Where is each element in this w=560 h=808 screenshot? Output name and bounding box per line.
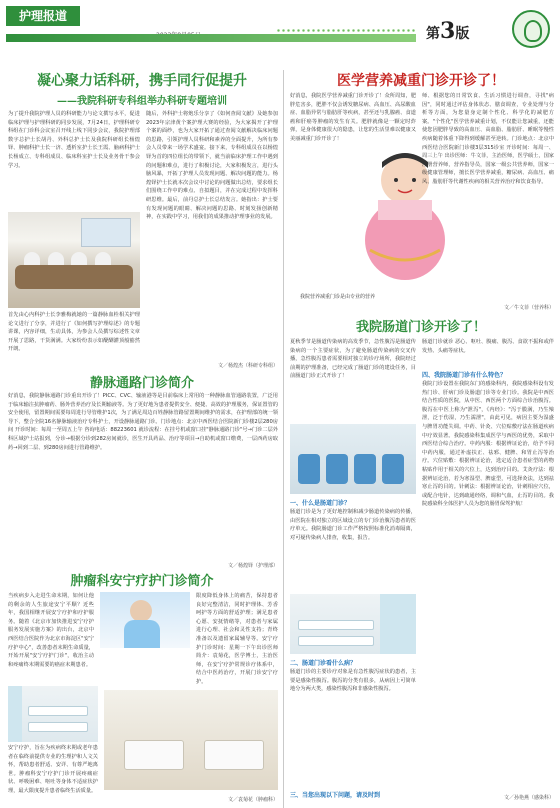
page-prefix: 第 — [426, 26, 440, 42]
nurse-uniform — [124, 620, 160, 648]
masthead-band — [6, 34, 416, 42]
article3-body-mid: 限度降低身体上的痛苦，保持患者良好完整清洁，同时护理体、芳香呵护等方面的舒适护理；满足患者心愿、安抚情绪等，对患者与家属进行心理、社会和灵性支持；青终准备以及遗留家属辅导等。安宁疗护门诊时间：星期一下午出诊医师简介：袁菊花，医学博士，主治医师，在安宁疗护常规诊疗体系中，结合中医药治疗，开展门诊安宁疗护。 — [196, 593, 278, 685]
article5-q4: 四、我院肠道门诊有什么特色？ — [422, 372, 507, 379]
infusion-chair — [354, 454, 376, 484]
article5-intro: 夏秋季节是肠道传染病的高发季节，急性腹泻是肠道传染病的一个主要症状，为了避免肠道传染病的交叉传播，急性腹泻患者需要相对独立的诊疗场所，我院经过前期的护理准备，已经完成了肠道门诊的建设任务，目前肠道门诊正式开诊了！ — [290, 339, 416, 380]
article3-byline: 文／袁菊花（肿瘤科） — [227, 797, 278, 803]
article1-title: 凝心聚力话科研，携手同行促提升 — [37, 73, 247, 89]
meeting-table — [15, 265, 134, 289]
article5-a2: 肠道门诊的主要诊疗对象是有急性腹泻症状的患者，主要是感染性腹泻。腹泻的分类有很多，从病因上可简单地分为两大类，感染性腹泻和非感染性腹泻。 — [290, 669, 416, 693]
infusion-chair — [298, 454, 320, 484]
ward-bed — [28, 722, 88, 732]
article2-title: 静脉通路门诊简介 — [89, 376, 194, 391]
nurse-photo — [100, 592, 190, 648]
article1-body-left: 为了提升我院护理人员的科研能力与论文撰写水平，促进临床护理与护理科研的同步发展，7月24日，护理科研专科组在门诊科会议室召开线上线下同步会议，我院护理部数字总护士长胡丹、外科总护士长及我院科研组长杨煌铎、肿瘤科护士长一济、透析室护士长王霞、脑病科护士长杨成立、专科组成员、临床科室护士长及业务骨干参会学习。 — [8, 111, 140, 169]
clinic-bed — [124, 740, 184, 770]
meeting-screen — [81, 218, 131, 247]
article1-subtitle: ——我院科研专科组举办科研专题培训 — [57, 96, 227, 107]
hospital-logo-icon — [512, 10, 550, 48]
article3-body-right: 安宁疗护，旨在为疾病终末期或老年患者在临终前提供专业的生理护和人文关怀，帮助患者舒适、安详、有尊严地离世。肿瘤科安宁疗护门诊开展疼痛症状、呼吸困难、呕吐等身体不适症状护理，最大限度提升患者临终生活质量。 — [8, 745, 98, 794]
article3-body-left: 当疾病步入走进生命末期，如何让他的剩余的人生旅途安宁平顺？近些年，我国相继开展安宁疗护和疗护服务。随着《北京市加快推进安宁疗护服务发展实施方案》的出台，北京中西医结合医院作为北京市海淀区"安宁疗护中心"，改善患者末期生命质量，开始开展"安宁疗护门诊"，收治主动和疼痛终末期需要的癌症末期患者。 — [8, 593, 94, 668]
clinic-photo — [104, 690, 278, 790]
ward-photo — [8, 686, 98, 742]
article5-byline: 文／孙艳燕（感染科） — [503, 795, 554, 801]
section-tag: 护理报道 — [6, 6, 80, 26]
column-divider — [283, 70, 284, 808]
masthead-dots — [276, 28, 416, 34]
article4-body-right: 师、根据您的日常饮食、生活习惯进行调查，寻找"病因"，同时通过评估身体状态、膳食调查，专业处理与分析等方面，为您量身定制个性化、科学化的减肥方案。"个性化"医学营养减重计划，不仅能让您减重，还能使您因肥胖导致的高血压、高血脂、脂肪肝、睡眠等慢性疾病随着体重下降得到缓解甚至逆转。门诊地点：北京中西医结合医院新门诊楼3层315诊室 开诊时间：每周一、周三上午 出诊医师：牛文菲，主治医师，医学硕士，国家注册营养师，营养指导员，国家一级公共营养师，国家一级健康管理师，擅长医学营养减重，糖尿病、高血压、痛风、脂肪肝等代谢性疾病的相关营养治疗和饮食指导。 — [422, 93, 554, 185]
ward-bed — [298, 620, 374, 630]
article4-title: 医学营养减重门诊开诊了！ — [337, 73, 505, 89]
page-suffix: 版 — [455, 26, 470, 42]
page-number — [426, 18, 469, 44]
masthead — [6, 4, 554, 64]
article5-a1: 肠道门诊是为了更好地控制和减少肠道传染病的传播，由医院在相对独立的区域设立的专门诊治腹泻患者的医疗单元。我院肠道门诊工作严格按照标准化消毒隔离，对可疑传染病人排查，收集，报告。 — [290, 509, 416, 541]
isolation-ward-photo — [290, 594, 416, 654]
article1-byline: 文／杨煌杰（科研专科组） — [217, 363, 278, 369]
article5-right-body: 我院门诊设置在我院东门的感染科内，我院感染科设有发热门诊、肝病门诊及肠道门诊等专业门诊。我院是中西医结合性质的医院，从中医、西医两个方面综合诊治腹泻。腹泻在中医上称为"泄泻"，《内经》："泻于膜满，乃生飧泄，泛于伤湿，乃生濡泄"，由此可见，病因主要为湿盛与脾胃功能失调。中药、针灸、穴位贴敷疗法在肠道疾病中疗效显著。我院感染科集成医学与西医的优势，采取中西医结合综合治疗。中药内服：根据辨证论治，给予不同中药内服，通过补虚扶正、祛邪、健脾、和胃止泻等治疗。穴位贴敷：根据辨证论治，选定适合患者症型的药物粘贴作用于相关的穴位上，达到治疗目的。艾灸疗法：根据辨证论治，若为寒湿型、脾虚型，可选择灸法，达到祛寒止泻的目的。针刺法：根据辨证论治，针刺相应穴位，或配合电针，达到疏通经络，调和气血，止泻的目的。我院感染科全体医护人员为您的肠胃保驾护航！ — [422, 381, 554, 508]
ward-bed — [298, 636, 374, 646]
meeting-photo — [8, 212, 140, 308]
article4-caption: 我院营养减重门诊是由专业的营养 — [300, 294, 376, 300]
article2-body: 好消息，我院静脉通路门诊重出开诊了！PICC、CVC、输液港等是目前临床上常用的一种静脉血管通路装置，广泛用于临床输注抗肿瘤药、肠外营养治疗及长期输液等。为了更好地为患者提供安全、便捷、高效的护理服务，保证置管的安全使用，留置期间需要每周进行导管维护1次，为了满足周边百姓静脉管路留置期间维护的需求，在护理部的统一领导下，整合全院16名静脉输液治疗专科护士，开设静脉通路门诊。门诊地点：北京中西医结合医院新门诊楼2层280房间 开诊时间：每周一至周五上午 咨询电话：88223601 就诊流程：在挂号机或窗口挂"静脉通路门诊"号→门诊二层外科区域护士站报到，分诊→根据分诊到282房间就诊，医生开具药品、治疗等项目→自助机或窗口缴费，一层西药房取药→回到二层、到280房间进行管路维护。 — [8, 393, 278, 451]
article3-title: 肿瘤科安宁疗护门诊简介 — [70, 574, 214, 589]
article4-body-left: 好消息，我院医学营养减重门诊开诊了！众所周知，肥胖危害多，肥胖不仅会诱发糖尿病、高血压、高尿酸血症、血脂异常与脂肪肝等疾病，甚至还与乳腺癌、食道癌和肝癌等肿瘤的发生有关。肥胖就像是一颗定时炸弹，是身体健康很大的隐患，让您的生活里难以健康又美丽减重门诊开诊了！ — [290, 93, 416, 142]
infusion-room-photo — [290, 424, 416, 494]
page-number-value: 3 — [440, 18, 456, 44]
article4-byline: 文／牛文菲（营养科） — [503, 305, 554, 311]
article2-byline: 文／杨煌铎（护理部） — [227, 563, 278, 569]
clinic-bed — [204, 740, 264, 770]
infusion-chair — [326, 454, 348, 484]
ward-curtain — [8, 686, 22, 742]
article5-title: 我院肠道门诊开诊了！ — [355, 320, 486, 335]
article5-q1: 一、什么是肠道门诊？ — [290, 500, 351, 507]
article5-q2: 二、肠道门诊看什么病？ — [290, 660, 357, 667]
ward-curtain — [380, 594, 416, 654]
article5-right-top: 肠道门诊就诊 恶心、呕吐、腹痛、腹泻、食欲不振和或伴发热、头痛等症状。 — [422, 339, 554, 354]
article5-q3: 三、当您出现以下问题，请及时到 — [290, 792, 381, 799]
article1-caption: 首先由心内科护士长李雅梅就她的一篇静脉血栓相关护理论文进行了分享，并进行了《如何撰写护理综述》的专题讲课，内容详细，生动具体，为参会人员撰写综述性文章开展了思路，干货满满。大家纷纷表示如醍醐灌顶般豁然开朗。 — [8, 312, 140, 353]
infusion-chair — [382, 454, 404, 484]
article1-body-right: 随后，外科护士将炮乐分享了《如何查阅文献》及她参加2023年宗津黄个案护理大赛的经验，为大家揭开了护理个案的面纱，也为大家开拓了通过查阅文献解决临床问题的思路，引领护理人员科研和素养的全面提升，为所有参会人员带来一场学术盛宴。接下来，专科组成员在以杨煌铎为首的四位组长的带领下，就当前临床护理工作中遇到的问题和难点，进行了积极讨论，大家积极发言，进行头脑风暴，开拓了护理人员发现问题、解决问题的能力。杨煌铎护士长就本次会议中讨论的问题做出总结，要求组长们围绕工作中的难点、自拟题目，并在完成过程中发挥科研思维。最后，前丹总护士长总结发言。她指出：护士要有发现问题的眼睛、解决问题的思路、时刻发扬创新精神，在实践中学习，用我们的成果推动护理事业的发展。 — [146, 111, 278, 221]
nurse-face — [130, 600, 152, 622]
ward-bed — [28, 706, 88, 716]
